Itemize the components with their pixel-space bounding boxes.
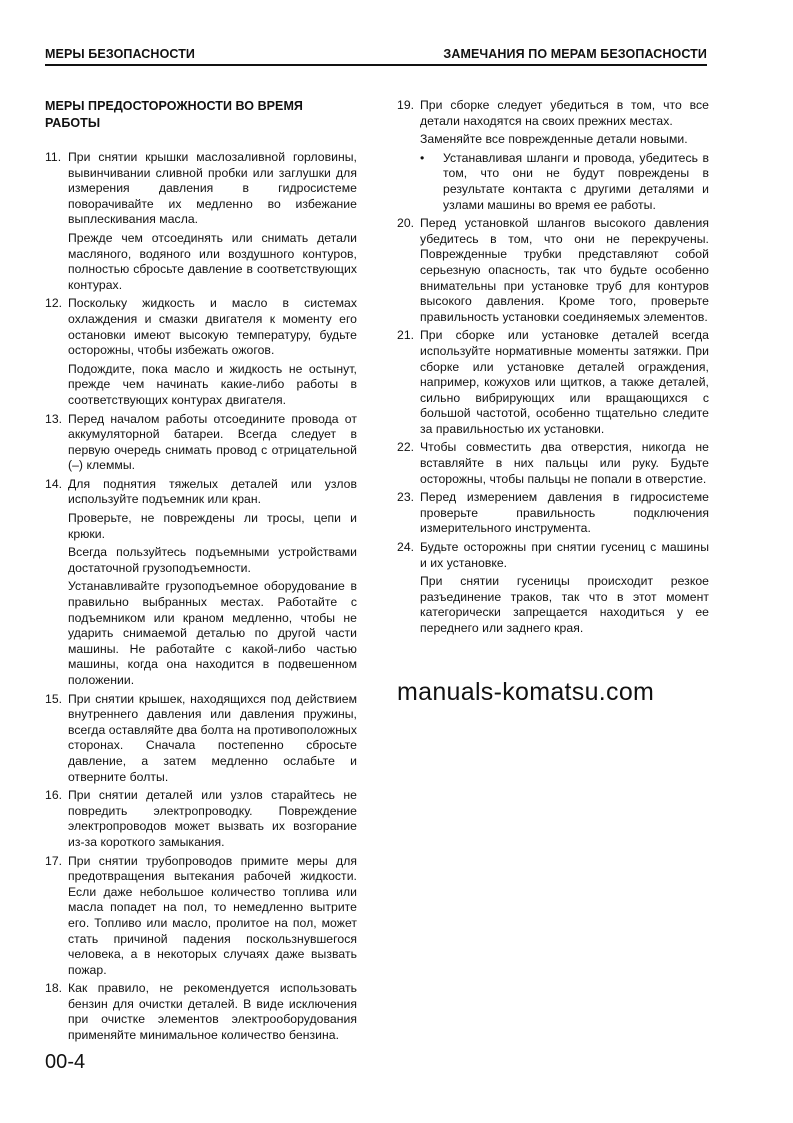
right-items (397, 98, 709, 637)
left-items (45, 150, 357, 1044)
bullet-point (420, 151, 709, 213)
bullet-text: Устанавливая шланги и провода, убедитесь в том, что они не будут повреждены в результате контакта с другими деталями и узлами машины во время ее работы. (443, 150, 709, 212)
list-item (397, 328, 709, 437)
item-paragraph: Проверьте, не повреждены ли тросы, цепи и крюки. (68, 511, 357, 541)
item-number: 24. (397, 540, 415, 555)
item-paragraph: Как правило, не рекомендуется использовать бензин для очистки деталей. В виде исключения при очистке элементов электрооборудования применяйте минимальное количество бензина. (68, 981, 357, 1043)
item-number: 21. (397, 328, 415, 343)
list-item (45, 477, 357, 689)
item-paragraph: Перед измерением давления в гидросистеме проверьте правильность подключения измерительного инструмента. (420, 490, 709, 536)
item-paragraph: Перед началом работы отсоедините провода от аккумуляторной батареи. Всегда следует в первую очередь снимать провод с отрицательной (–) клеммы. (68, 411, 357, 473)
list-item (45, 788, 357, 850)
item-number: 19. (397, 98, 415, 112)
item-number: 13. (45, 411, 63, 426)
item-number: 14. (45, 476, 63, 491)
item-paragraph: При снятии трубопроводов примите меры для предотвращения вытекания рабочей жидкости. Если даже небольшое количество топлива или масла попадет на пол, то немедленно вытрите его. Топливо или масло, пролитое на пол, может стать причиной падения поскользнувшегося человека, а в некоторых случаях даже вызвать пожар. (68, 853, 357, 977)
item-paragraph: Для поднятия тяжелых деталей или узлов используйте подъемник или кран. (68, 476, 357, 507)
list-item (397, 216, 709, 325)
item-paragraph: Заменяйте все поврежденные детали новыми. (420, 132, 688, 147)
item-paragraph: Устанавливайте грузоподъемное оборудование в правильно выбранных местах. Работайте с подъемником или краном медленно, чтобы не ударить снимаемой деталью по другой части машины. Не работайте с какой-либо частью машины, когда она находится в подвешенном положении. (68, 579, 357, 687)
item-number: 17. (45, 853, 63, 868)
list-item (397, 540, 709, 637)
item-number: 22. (397, 440, 415, 455)
item-paragraph: При сборке следует убедиться в том, что все детали находятся на своих прежних местах. (420, 98, 709, 128)
list-item (45, 412, 357, 474)
item-number: 20. (397, 216, 415, 231)
item-paragraph: Поскольку жидкость и масло в системах охлаждения и смазки двигателя к моменту его остановки имеют высокую температуру, будьте осторожны, чтобы избежать ожогов. (68, 296, 357, 358)
header-right-title: ЗАМЕЧАНИЯ ПО МЕРАМ БЕЗОПАСНОСТИ (443, 47, 707, 61)
left-column (45, 98, 357, 1074)
list-item (45, 854, 357, 979)
item-paragraph: Всегда пользуйтесь подъемными устройствами достаточной грузоподъемности. (68, 545, 357, 575)
section-title: МЕРЫ ПРЕДОСТОРОЖНОСТИ ВО ВРЕМЯ РАБОТЫ (45, 99, 303, 130)
item-paragraph: Перед установкой шлангов высокого давления убедитесь в том, что они не перекручены. Поврежденные трубки представляют собой серьезную опасность, так что будьте особенно внимательны при установке труб для контуров высокого давления. Кроме того, проверьте правильность установки соединяемых элементов. (420, 216, 709, 324)
item-paragraph: При снятии деталей или узлов старайтесь не повредить электропроводку. Повреждение электропроводов может вызвать их возгорание из-за короткого замыкания. (68, 788, 357, 849)
bullet-icon: • (420, 150, 425, 165)
list-item (45, 150, 357, 293)
list-item (397, 490, 709, 537)
item-number: 16. (45, 788, 63, 803)
item-paragraph: При снятии крышек, находящихся под действием внутреннего давления или давления пружины, всегда оставляйте два болта на противоположных сторонах. Сначала постепенно сбросьте давление, а затем медленно ослабьте и отверните болты. (68, 691, 357, 784)
right-column (397, 98, 709, 707)
item-number: 15. (45, 691, 63, 706)
list-item (397, 440, 709, 487)
item-paragraph: Чтобы совместить два отверстия, никогда не вставляйте в них пальцы или руку. Будьте осторожны, чтобы пальцы не попали в отверстие. (420, 440, 709, 486)
item-number: 12. (45, 296, 63, 311)
item-number: 23. (397, 490, 415, 505)
item-paragraph: Подождите, пока масло и жидкость не остынут, прежде чем начинать какие-либо работы в соответствующих контурах двигателя. (68, 361, 357, 407)
item-paragraph: При снятии гусеницы происходит резкое разъединение траков, так что в этот момент категорически запрещается находиться у ее переднего или заднего края. (420, 574, 709, 635)
page-number: 00-4 (45, 1050, 86, 1073)
page-header (45, 46, 707, 66)
item-number: 18. (45, 981, 63, 996)
item-number: 11. (45, 150, 62, 164)
item-paragraph: Будьте осторожны при снятии гусениц с машины и их установке. (420, 540, 709, 570)
list-item (397, 98, 709, 213)
item-paragraph: При сборке или установке деталей всегда используйте нормативные моменты затяжки. При сборке или установке деталей ограждения, например, кожухов или щитков, а также деталей, сильно вибрирующих или вращающихся с большой частотой, особенно тщательно следите за правильностью их установки. (420, 328, 709, 436)
watermark: manuals-komatsu.com (397, 677, 655, 706)
header-left-title: МЕРЫ БЕЗОПАСНОСТИ (45, 47, 196, 61)
list-item (45, 981, 357, 1043)
list-item (45, 296, 357, 408)
item-paragraph: Прежде чем отсоединять или снимать детали масляного, водяного или воздушного контуров, полностью сбросьте давление в соответствующих контурах. (68, 230, 357, 292)
item-paragraph: При снятии крышки маслозаливной горловины, вывинчивании сливной пробки или заглушки для измерения давления в гидросистеме поворачивайте их медленно во избежание выплескивания масла. (68, 150, 357, 227)
list-item (45, 692, 357, 786)
